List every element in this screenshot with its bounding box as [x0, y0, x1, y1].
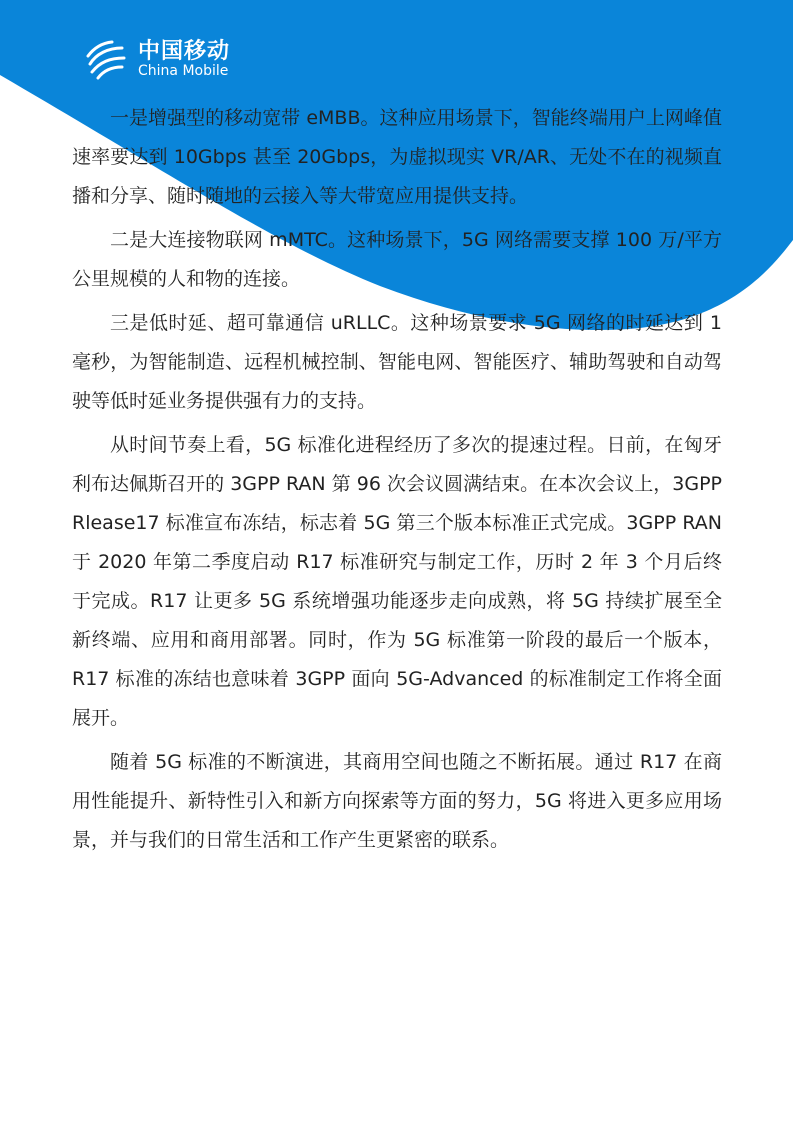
- paragraph-urllc: 三是低时延、超可靠通信 uRLLC。这种场景要求 5G 网络的时延达到 1 毫秒，为智能制造、远程机械控制、智能电网、智能医疗、辅助驾驶和自动驾驶等低时延业务提供强有力的支持。: [72, 312, 722, 412]
- paragraph-standardization: 从时间节奏上看，5G 标准化进程经历了多次的提速过程。日前，在匈牙利布达佩斯召开的 3GPP RAN 第 96 次会议圆满结束。在本次会议上，3GPP Rlease17 标准宣布冻结，标志着 5G 第三个版本标准正式完成。3GPP RAN 于 2020 年第二季度启动 R17 标准研究与制定工作，历时 2 年 3 个月后终于完成。R17 让更多 5G 系统增强功能逐步走向成熟，将 5G 持续扩展至全新终端、应用和商用部署。同时，作为 5G 标准第一阶段的最后一个版本，R17 标准的冻结也意味着 3GPP 面向 5G-Advanced 的标准制定工作将全面展开。: [72, 434, 722, 729]
- china-mobile-logo-icon: [82, 36, 130, 84]
- body-text: [72, 99, 722, 865]
- china-mobile-logo: [82, 36, 230, 84]
- paragraph-embb: 一是增强型的移动宽带 eMBB。这种应用场景下，智能终端用户上网峰值速率要达到 10Gbps 甚至 20Gbps，为虚拟现实 VR/AR、无处不在的视频直播和分享、随时随地的云接入等大带宽应用提供支持。: [72, 107, 722, 207]
- paragraph-commercial: 随着 5G 标准的不断演进，其商用空间也随之不断拓展。通过 R17 在商用性能提升、新特性引入和新方向探索等方面的努力，5G 将进入更多应用场景，并与我们的日常生活和工作产生更紧密的联系。: [72, 751, 722, 851]
- paragraph-mmtc: 二是大连接物联网 mMTC。这种场景下，5G 网络需要支撑 100 万/平方公里规模的人和物的连接。: [72, 229, 722, 290]
- brand-name-en: China Mobile: [138, 63, 229, 80]
- brand-name-cn: 中国移动: [138, 39, 231, 65]
